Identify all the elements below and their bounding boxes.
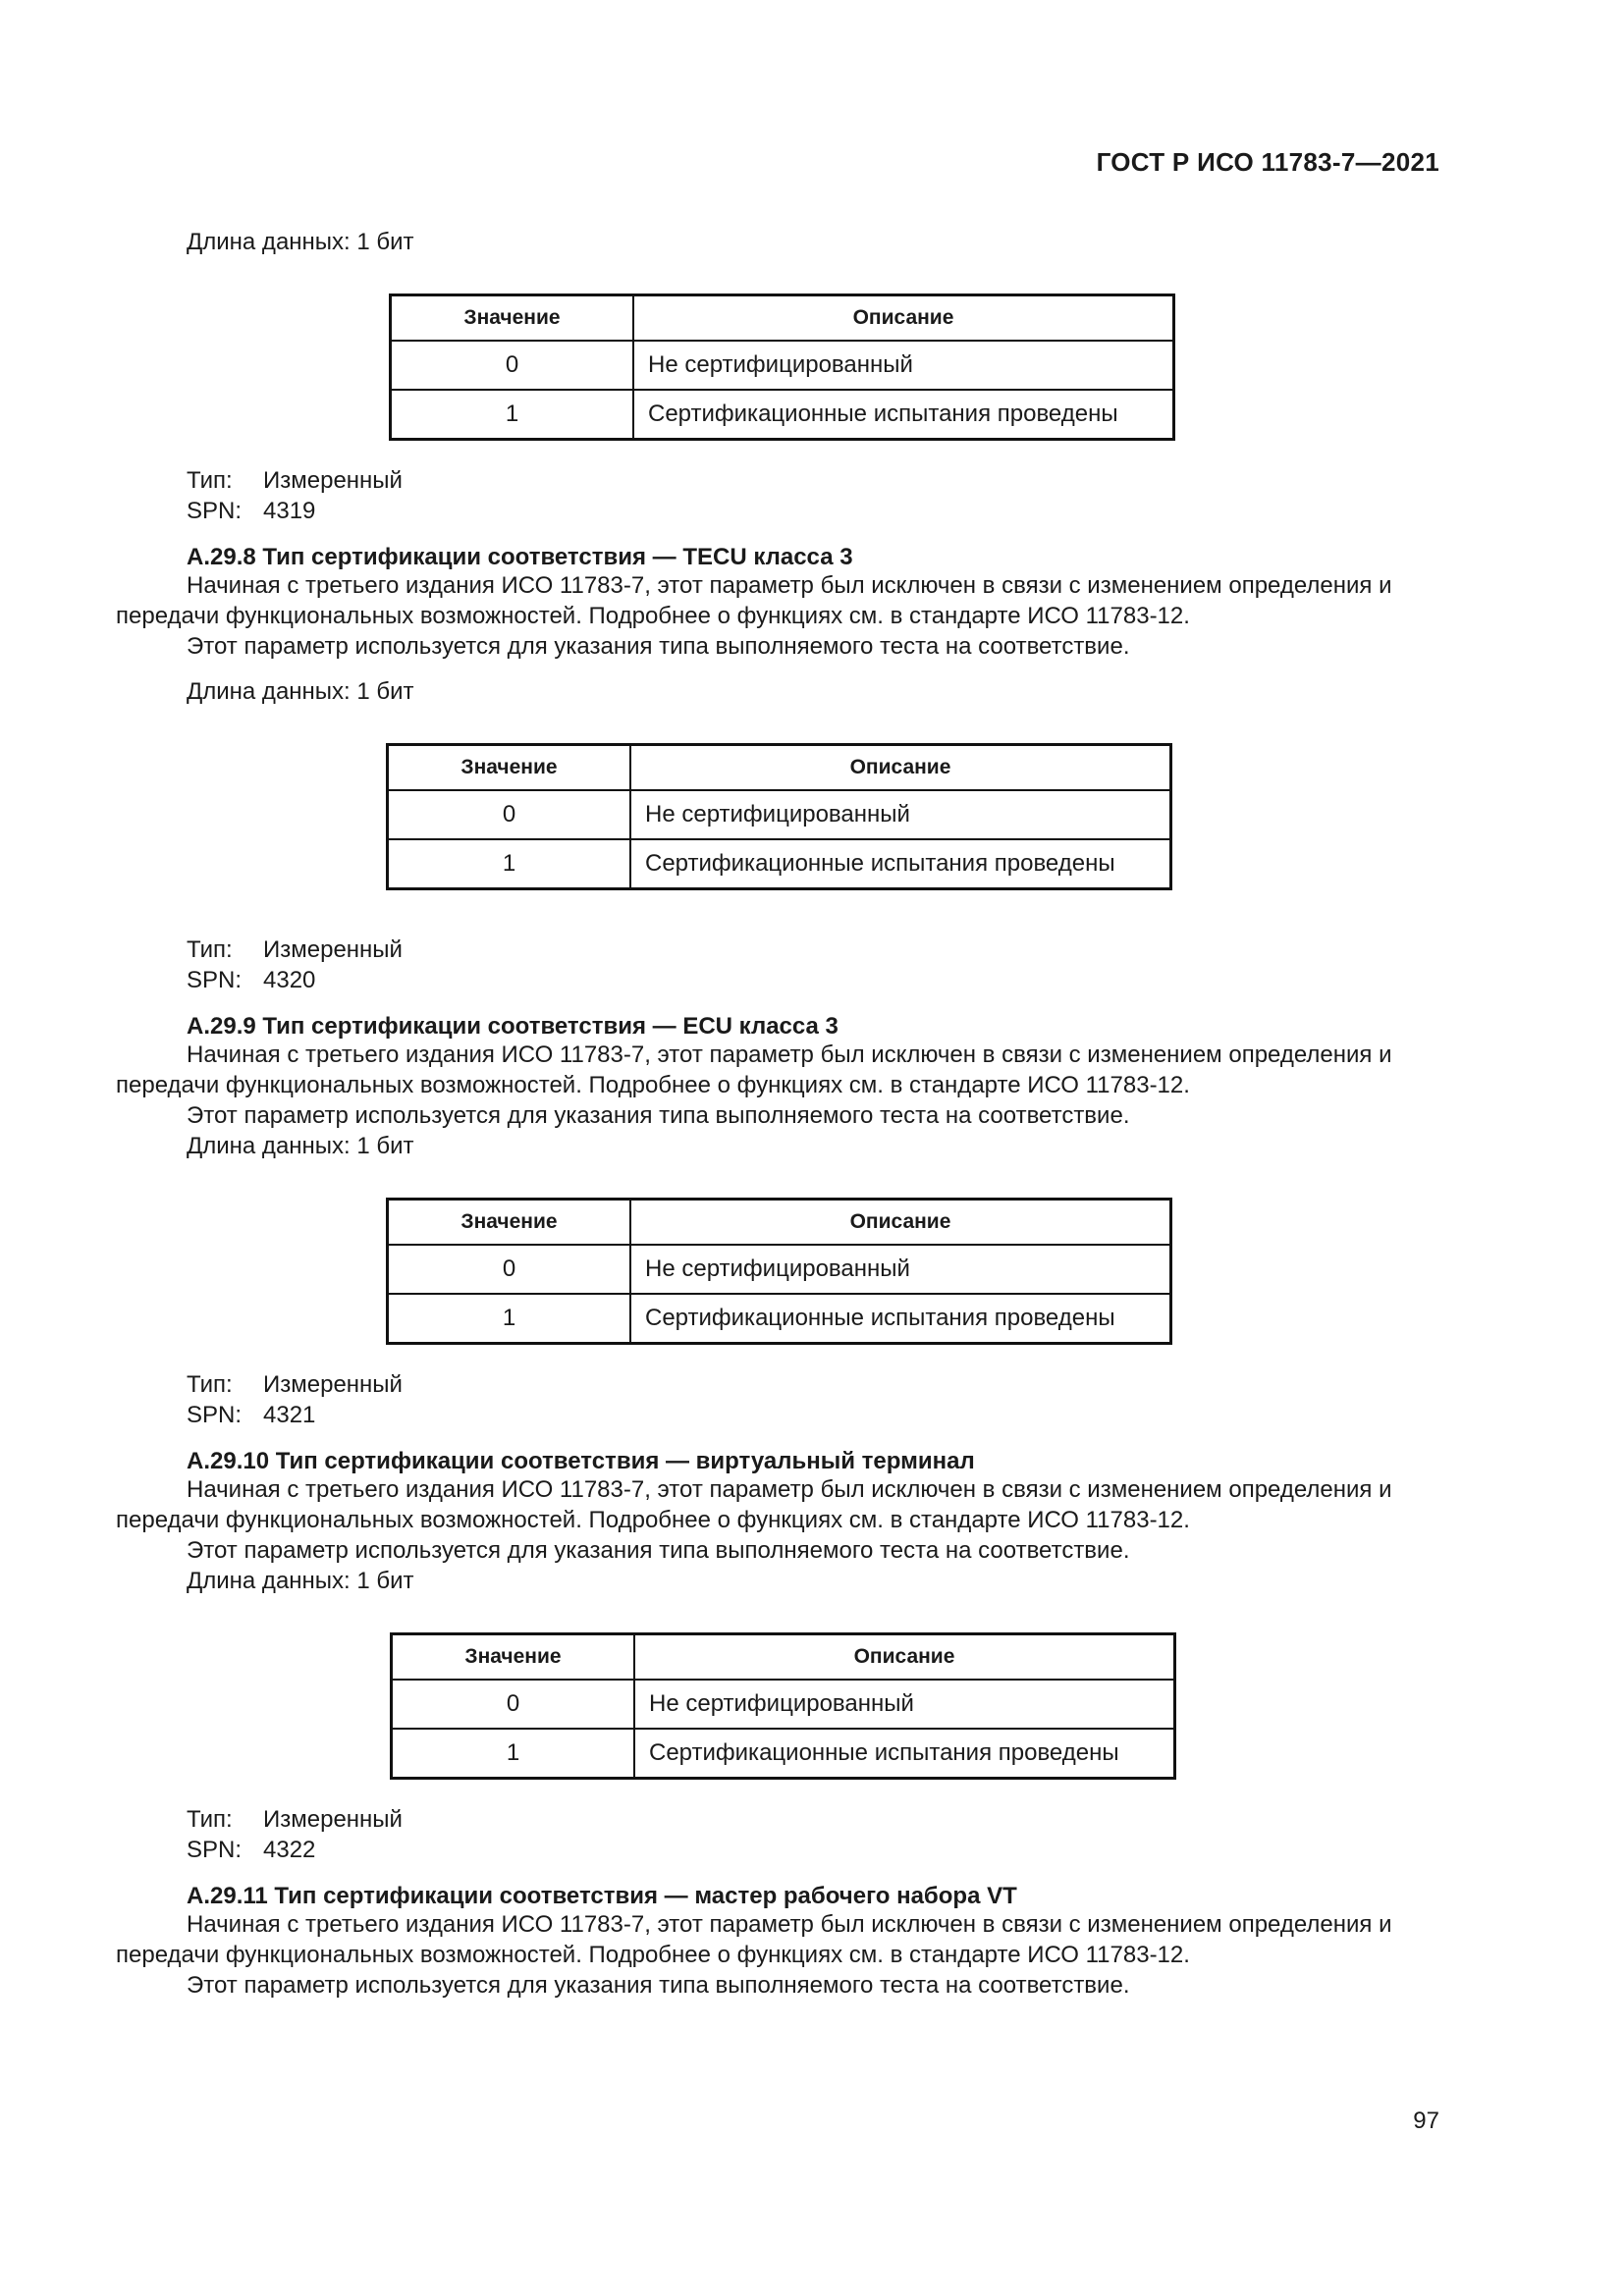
purpose-line: Этот параметр используется для указания типа выполняемого теста на соответствие.	[187, 1972, 1130, 1999]
value-table-4	[390, 1632, 1176, 1780]
table-header-row	[392, 1634, 1175, 1681]
spn-value: 4320	[263, 967, 316, 993]
header-value: Значение	[392, 1634, 635, 1681]
section-heading: A.29.10 Тип сертификации соответствия — виртуальный терминал	[187, 1448, 975, 1474]
spn-line	[187, 1835, 315, 1865]
purpose-line: Этот параметр используется для указания типа выполняемого теста на соответствие.	[187, 1537, 1130, 1564]
cell-value: 1	[388, 1294, 631, 1344]
table-header-row	[388, 745, 1171, 791]
section-heading: A.29.8 Тип сертификации соответствия — TECU класса 3	[187, 544, 853, 570]
header-description: Описание	[634, 1634, 1175, 1681]
header-description: Описание	[633, 295, 1174, 342]
page-number: 97	[1413, 2108, 1439, 2134]
table-row	[392, 1729, 1175, 1779]
header-value: Значение	[391, 295, 634, 342]
cell-description: Не сертифицированный	[634, 1680, 1175, 1729]
section-heading: A.29.11 Тип сертификации соответствия — мастер рабочего набора VT	[187, 1883, 1017, 1909]
section-heading: A.29.9 Тип сертификации соответствия — ECU класса 3	[187, 1013, 839, 1040]
data-length: Длина данных: 1 бит	[187, 678, 414, 705]
purpose-line: Этот параметр используется для указания типа выполняемого теста на соответствие.	[187, 633, 1130, 660]
type-line	[187, 1804, 403, 1835]
type-line	[187, 465, 403, 496]
table-row	[392, 1680, 1175, 1729]
spn-value: 4322	[263, 1837, 316, 1863]
type-value: Измеренный	[263, 936, 403, 963]
type-label: Тип:	[187, 467, 233, 494]
header-description: Описание	[630, 1200, 1171, 1246]
spn-line	[187, 496, 315, 526]
spn-label: SPN:	[187, 1402, 243, 1428]
cell-description: Сертификационные испытания проведены	[630, 839, 1171, 889]
cell-value: 1	[392, 1729, 635, 1779]
data-length: Длина данных: 1 бит	[187, 229, 414, 255]
table-header-row	[388, 1200, 1171, 1246]
table-row	[388, 1294, 1171, 1344]
spn-label: SPN:	[187, 498, 243, 524]
type-label: Тип:	[187, 936, 233, 963]
spn-label: SPN:	[187, 1837, 243, 1863]
table-row	[391, 341, 1174, 390]
cell-description: Сертификационные испытания проведены	[634, 1729, 1175, 1779]
spn-label: SPN:	[187, 967, 243, 993]
type-label: Тип:	[187, 1371, 233, 1398]
value-table-3	[386, 1198, 1172, 1345]
cell-value: 0	[388, 790, 631, 839]
value-table-2	[386, 743, 1172, 890]
type-line	[187, 1369, 403, 1400]
spn-line	[187, 965, 315, 995]
document-header: ГОСТ Р ИСО 11783-7—2021	[1096, 147, 1439, 177]
table-row	[388, 1245, 1171, 1294]
spn-value: 4321	[263, 1402, 316, 1428]
spn-value: 4319	[263, 498, 316, 524]
intro-paragraph: Начиная с третьего издания ИСО 11783-7, этот параметр был исключен в связи с изменением определения и передачи функциональных возможностей. Подробнее о функциях см. в стандарте ИСО 11783-12.	[116, 1041, 1392, 1098]
cell-description: Не сертифицированный	[630, 1245, 1171, 1294]
cell-description: Не сертифицированный	[633, 341, 1174, 390]
intro-paragraph: Начиная с третьего издания ИСО 11783-7, этот параметр был исключен в связи с изменением определения и передачи функциональных возможностей. Подробнее о функциях см. в стандарте ИСО 11783-12.	[116, 1911, 1392, 1968]
type-value: Измеренный	[263, 467, 403, 494]
table-row	[388, 839, 1171, 889]
cell-value: 1	[388, 839, 631, 889]
cell-description: Не сертифицированный	[630, 790, 1171, 839]
type-value: Измеренный	[263, 1371, 403, 1398]
header-value: Значение	[388, 1200, 631, 1246]
table-header-row	[391, 295, 1174, 342]
table-row	[388, 790, 1171, 839]
data-length: Длина данных: 1 бит	[187, 1568, 414, 1594]
value-table-1	[389, 294, 1175, 441]
cell-value: 0	[392, 1680, 635, 1729]
purpose-line: Этот параметр используется для указания типа выполняемого теста на соответствие.	[187, 1102, 1130, 1129]
cell-description: Сертификационные испытания проведены	[633, 390, 1174, 440]
cell-value: 1	[391, 390, 634, 440]
table-row	[391, 390, 1174, 440]
cell-value: 0	[391, 341, 634, 390]
cell-value: 0	[388, 1245, 631, 1294]
header-value: Значение	[388, 745, 631, 791]
type-label: Тип:	[187, 1806, 233, 1833]
intro-paragraph: Начиная с третьего издания ИСО 11783-7, этот параметр был исключен в связи с изменением определения и передачи функциональных возможностей. Подробнее о функциях см. в стандарте ИСО 11783-12.	[116, 572, 1392, 629]
intro-paragraph: Начиная с третьего издания ИСО 11783-7, этот параметр был исключен в связи с изменением определения и передачи функциональных возможностей. Подробнее о функциях см. в стандарте ИСО 11783-12.	[116, 1476, 1392, 1533]
cell-description: Сертификационные испытания проведены	[630, 1294, 1171, 1344]
header-description: Описание	[630, 745, 1171, 791]
type-value: Измеренный	[263, 1806, 403, 1833]
data-length: Длина данных: 1 бит	[187, 1133, 414, 1159]
type-line	[187, 934, 403, 965]
spn-line	[187, 1400, 315, 1430]
